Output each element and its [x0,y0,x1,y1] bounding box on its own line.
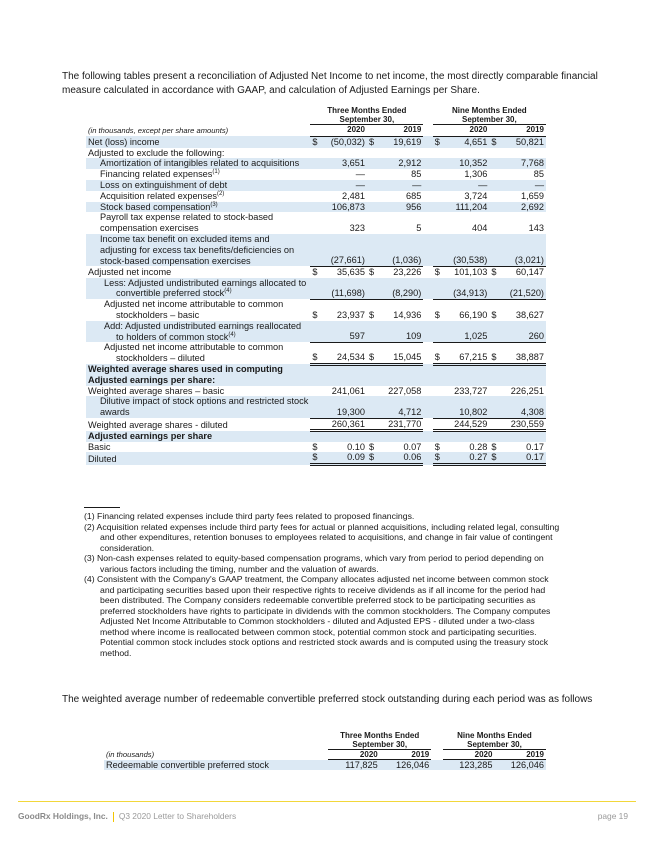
currency-symbol [433,278,444,300]
preferred-stock-table [104,731,546,770]
currency-symbol: $ [368,266,375,277]
table-row [86,234,546,266]
currency-symbol [367,321,378,343]
reconciliation-table [86,106,546,466]
footnote: (2) Acquisition related expenses include third party fees for actual or planned acquisitions, including related legal, consulting and other expenditures, retention bonuses to employees related to acquisitions, and change in fair value of contingent consideration. [84,521,560,553]
currency-symbol: $ [367,342,378,364]
year-header: 2019 [367,125,423,137]
footer-divider [18,801,636,802]
currency-symbol [489,148,500,159]
year-header: 2019 [380,750,432,760]
cell-value: 4,308 [500,396,546,418]
row-label: Amortization of intangibles related to acquisitions [86,158,310,169]
currency-symbol: $ [491,266,497,277]
footnote: (1) Financing related expenses include third party fees related to proposed financings. [84,511,415,521]
table-row [86,299,546,321]
cell-value: 123,285 [443,760,495,771]
cell-value: 2,912 [378,158,424,169]
row-label: Financing related expenses$^{(1)}$ [100,169,220,180]
table-row [86,148,546,159]
currency-symbol: $ [433,136,444,147]
cell-value: 85 [533,169,544,180]
currency-symbol [433,180,444,191]
currency-symbol: $ [434,441,440,452]
row-label: Stock based compensation$^{(3)}$ [86,202,310,213]
cell-value: (21,520) [500,278,546,300]
currency-symbol [489,180,500,191]
currency-symbol: $ [489,452,500,464]
row-label: Adjusted net income [88,266,172,277]
cell-value [321,148,367,159]
cell-value [500,364,546,386]
table-header-years [86,125,546,137]
currency-symbol [433,364,444,386]
cell-value: 1,659 [521,190,544,201]
year-header: 2020 [443,750,495,760]
currency-symbol: $ [434,310,440,321]
currency-symbol [310,396,321,418]
currency-symbol [433,212,444,234]
cell-value: 23,226 [393,266,422,277]
table-row [86,452,546,464]
currency-symbol: $ [310,136,321,147]
row-label: Adjusted net income attributable to common stockholders – diluted [104,342,284,364]
table-row [86,442,546,453]
year-header: 2020 [328,750,379,760]
cell-value: 60,147 [515,266,544,277]
currency-symbol [310,418,321,431]
table-row [86,321,546,343]
preferred-stock-intro: The weighted average number of redeemable convertible preferred stock outstanding during each period was as follows [62,694,593,705]
footnote: (3) Non-cash expenses related to equity-based compensation programs, which vary from period to period depending on various factors including the timing, number and the valuation of awards. [84,553,544,574]
currency-symbol [433,396,444,418]
cell-value: 35,635 [336,266,365,277]
cell-value: 4,712 [378,396,424,418]
header-nine-months: Nine Months Ended September 30, [433,106,546,125]
cell-value: 67,215 [444,342,490,364]
currency-symbol [367,169,378,180]
cell-value: 4,651 [444,136,490,147]
cell-value: 143 [528,223,544,234]
cell-value: 0.10 [347,441,365,452]
cell-value: 3,651 [321,158,367,169]
currency-symbol [433,158,444,169]
table-row [104,760,546,771]
cell-value: (34,913) [444,278,490,300]
cell-value: 231,770 [378,418,424,431]
currency-symbol [310,431,321,442]
row-label: Dilutive impact of stock options and restricted stock awards [86,396,310,418]
table-header-groups [86,106,546,125]
cell-value: 101,103 [454,266,488,277]
currency-symbol: $ [491,441,497,452]
currency-symbol [433,431,444,442]
currency-symbol: $ [368,310,375,321]
cell-value: 1,025 [444,321,490,343]
year-header: 2020 [310,125,367,137]
currency-symbol [367,386,378,397]
cell-value [444,431,490,442]
cell-value: 685 [405,190,422,201]
currency-symbol [433,148,444,159]
currency-symbol: $ [489,342,500,364]
cell-value: 38,627 [515,310,544,321]
year-header: 2019 [494,750,546,760]
table-row [86,202,546,213]
cell-value: 227,058 [388,385,422,396]
cell-value: 19,619 [378,136,424,147]
cell-value: — [500,180,546,191]
currency-symbol [489,431,500,442]
currency-symbol [489,234,500,266]
cell-value: 14,936 [393,310,422,321]
row-label: Add: Adjusted undistributed earnings reallocated to holders of common stock$^{(4)}$ [86,321,310,343]
cell-value: (30,538) [444,234,490,266]
currency-symbol: $ [489,136,500,147]
currency-symbol [433,169,444,180]
table-row [86,266,546,277]
currency-symbol [433,191,444,202]
cell-value: (11,698) [321,278,367,300]
cell-value: (8,290) [378,278,424,300]
cell-value: (50,032) [321,136,367,147]
cell-value: 23,937 [336,310,365,321]
currency-symbol [310,191,321,202]
cell-value: 0.17 [526,441,544,452]
row-label: Income tax benefit on excluded items and adjusting for excess tax benefits/deficiencies on stock-based compensation exercises [86,234,310,266]
currency-symbol [489,321,500,343]
cell-value: 106,873 [321,202,367,213]
currency-symbol: $ [434,266,440,277]
currency-symbol [310,234,321,266]
cell-value: 3,724 [464,190,488,201]
table-row [86,212,546,234]
currency-symbol [310,180,321,191]
cell-value: 323 [349,223,365,234]
currency-symbol [367,202,378,213]
cell-value: 230,559 [500,418,546,431]
currency-symbol: $ [310,452,321,464]
cell-value: (1,036) [378,234,424,266]
currency-symbol: $ [367,452,378,464]
cell-value: 7,768 [500,158,546,169]
year-header: 2019 [489,125,546,137]
currency-symbol: $ [310,342,321,364]
currency-symbol [489,364,500,386]
footnote: (4) Consistent with the Company's GAAP treatment, the Company allocates adjusted net income between common stock and participating securities based upon their respective rights to receive dividends as if all income for the period had been distributed. The Company considers redeemable convertible preferred stock to be participating securities as preferred stockholders have rights to participate in dividends with the common stockholders. The Company computes Adjusted Net Income Attributable to Common stockholders - diluted and Adjusted EPS - diluted under a two-class method where income is reallocated between common stock, potential common stock and participating securities. Potential common stock includes stock options and restricted stock awards and is computed using the treasury stock method. [84,574,551,658]
cell-value: 117,825 [328,760,379,771]
currency-symbol [310,278,321,300]
currency-symbol [310,202,321,213]
currency-symbol [489,418,500,431]
currency-symbol [367,278,378,300]
currency-symbol [433,418,444,431]
cell-value: 126,046 [380,760,432,771]
cell-value: 24,534 [321,342,367,364]
footer-company: GoodRx Holdings, Inc. [18,811,108,821]
cell-value [500,148,546,159]
cell-value [321,431,367,442]
table-row [86,180,546,191]
cell-value: 233,727 [454,385,488,396]
currency-symbol [310,386,321,397]
currency-symbol [433,386,444,397]
cell-value [378,364,424,386]
currency-symbol [310,158,321,169]
cell-value: 38,887 [500,342,546,364]
table-row [86,169,546,180]
row-label: Adjusted to exclude the following: [88,147,225,158]
cell-value: 0.09 [321,452,367,464]
footnotes [84,507,564,658]
currency-symbol [489,396,500,418]
cell-value [444,148,490,159]
year-header: 2020 [433,125,490,137]
currency-symbol [367,158,378,169]
currency-symbol: $ [368,441,375,452]
table-row [86,431,546,442]
cell-value [321,364,367,386]
footer-separator [113,812,114,822]
cell-value: 404 [471,223,488,234]
cell-value: 1,306 [464,169,488,180]
cell-value [378,148,424,159]
cell-value: 2,481 [341,190,365,201]
table-row [86,278,546,300]
currency-symbol [489,202,500,213]
cell-value: 260,361 [321,418,367,431]
cell-value: 109 [378,321,424,343]
table-row [86,418,546,431]
currency-symbol [310,364,321,386]
cell-value: 0.06 [378,452,424,464]
row-label: Payroll tax expense related to stock-based compensation exercises [100,212,274,234]
cell-value: 244,529 [444,418,490,431]
cell-value [500,431,546,442]
currency-symbol: $ [312,310,318,321]
cell-value: 85 [411,169,422,180]
cell-value [378,431,424,442]
footer-document: Q3 2020 Letter to Shareholders [118,811,237,821]
currency-symbol [367,234,378,266]
table-row [86,136,546,147]
cell-value: 0.28 [469,441,488,452]
table-row [86,158,546,169]
currency-symbol [367,418,378,431]
row-label: Loss on extinguishment of debt [86,180,310,191]
pref-header-three-months: Three Months Ended September 30, [328,731,431,750]
currency-symbol: $ [491,310,497,321]
cell-value: 0.07 [403,441,422,452]
currency-symbol: $ [433,342,444,364]
cell-value: 10,352 [444,158,490,169]
currency-symbol [367,180,378,191]
currency-symbol [310,148,321,159]
pref-header-nine-months: Nine Months Ended September 30, [443,731,546,750]
row-label: Adjusted net income attributable to common stockholders – basic [104,299,284,321]
cell-value: — [444,180,490,191]
cell-value: 66,190 [459,310,488,321]
row-label: Diluted [86,452,310,464]
currency-symbol [367,396,378,418]
cell-value: (27,661) [321,234,367,266]
row-label: Weighted average shares - diluted [88,420,228,431]
cell-value: 956 [378,202,424,213]
cell-value: — [355,169,365,180]
header-three-months: Three Months Ended September 30, [310,106,423,125]
table-row [86,386,546,397]
cell-value: 597 [321,321,367,343]
currency-symbol [489,386,500,397]
cell-value: 126,046 [494,760,546,771]
cell-value [444,364,490,386]
currency-symbol: $ [312,441,318,452]
cell-value: — [321,180,367,191]
currency-symbol [433,202,444,213]
cell-value: 226,251 [510,385,544,396]
cell-value: 5 [416,223,422,234]
cell-value: 241,061 [331,385,365,396]
pref-header-groups [104,731,546,750]
currency-symbol [433,234,444,266]
cell-value: 260 [500,321,546,343]
table-row [86,396,546,418]
cell-value: — [378,180,424,191]
table-row [86,364,546,386]
pref-units-caption: (in thousands) [106,750,155,759]
currency-symbol [433,321,444,343]
currency-symbol [367,148,378,159]
cell-value: 0.17 [500,452,546,464]
page-number: page 19 [597,811,628,821]
pref-header-years [104,750,546,760]
intro-paragraph: The following tables present a reconciliation of Adjusted Net Income to net income, the most directly comparable financial measure calculated in accordance with GAAP, and calculation of Adjusted Earnings per Share. [62,71,598,96]
currency-symbol [489,169,500,180]
row-label: Net (loss) income [86,136,310,147]
currency-symbol [367,431,378,442]
row-label: Weighted average shares used in computing Adjusted earnings per share: [86,364,310,386]
currency-symbol: $ [367,136,378,147]
cell-value: 10,802 [444,396,490,418]
currency-symbol [489,212,500,234]
cell-value: 0.27 [444,452,490,464]
currency-symbol [489,191,500,202]
currency-symbol [310,321,321,343]
cell-value: 50,821 [500,136,546,147]
footnote-rule [84,507,120,508]
row-label: Basic [88,441,111,452]
row-label: Less: Adjusted undistributed earnings allocated to convertible preferred stock$^{(4)}$ [86,278,310,300]
cell-value: (3,021) [500,234,546,266]
currency-symbol [489,278,500,300]
cell-value: 15,045 [378,342,424,364]
currency-symbol: $ [312,266,318,277]
currency-symbol [367,191,378,202]
currency-symbol [489,158,500,169]
currency-symbol [310,212,321,234]
page-footer [18,811,628,822]
row-label: Acquisition related expenses$^{(2)}$ [100,190,225,201]
row-label: Redeemable convertible preferred stock [104,760,328,771]
units-caption: (in thousands, except per share amounts) [88,125,229,135]
cell-value: 2,692 [500,202,546,213]
row-label: Weighted average shares – basic [88,385,225,396]
currency-symbol [367,212,378,234]
table-row [86,191,546,202]
table-row [86,342,546,364]
currency-symbol: $ [433,452,444,464]
currency-symbol [310,169,321,180]
currency-symbol [367,364,378,386]
cell-value: 111,204 [444,202,490,213]
row-label: Adjusted earnings per share [86,431,310,442]
cell-value: 19,300 [321,396,367,418]
